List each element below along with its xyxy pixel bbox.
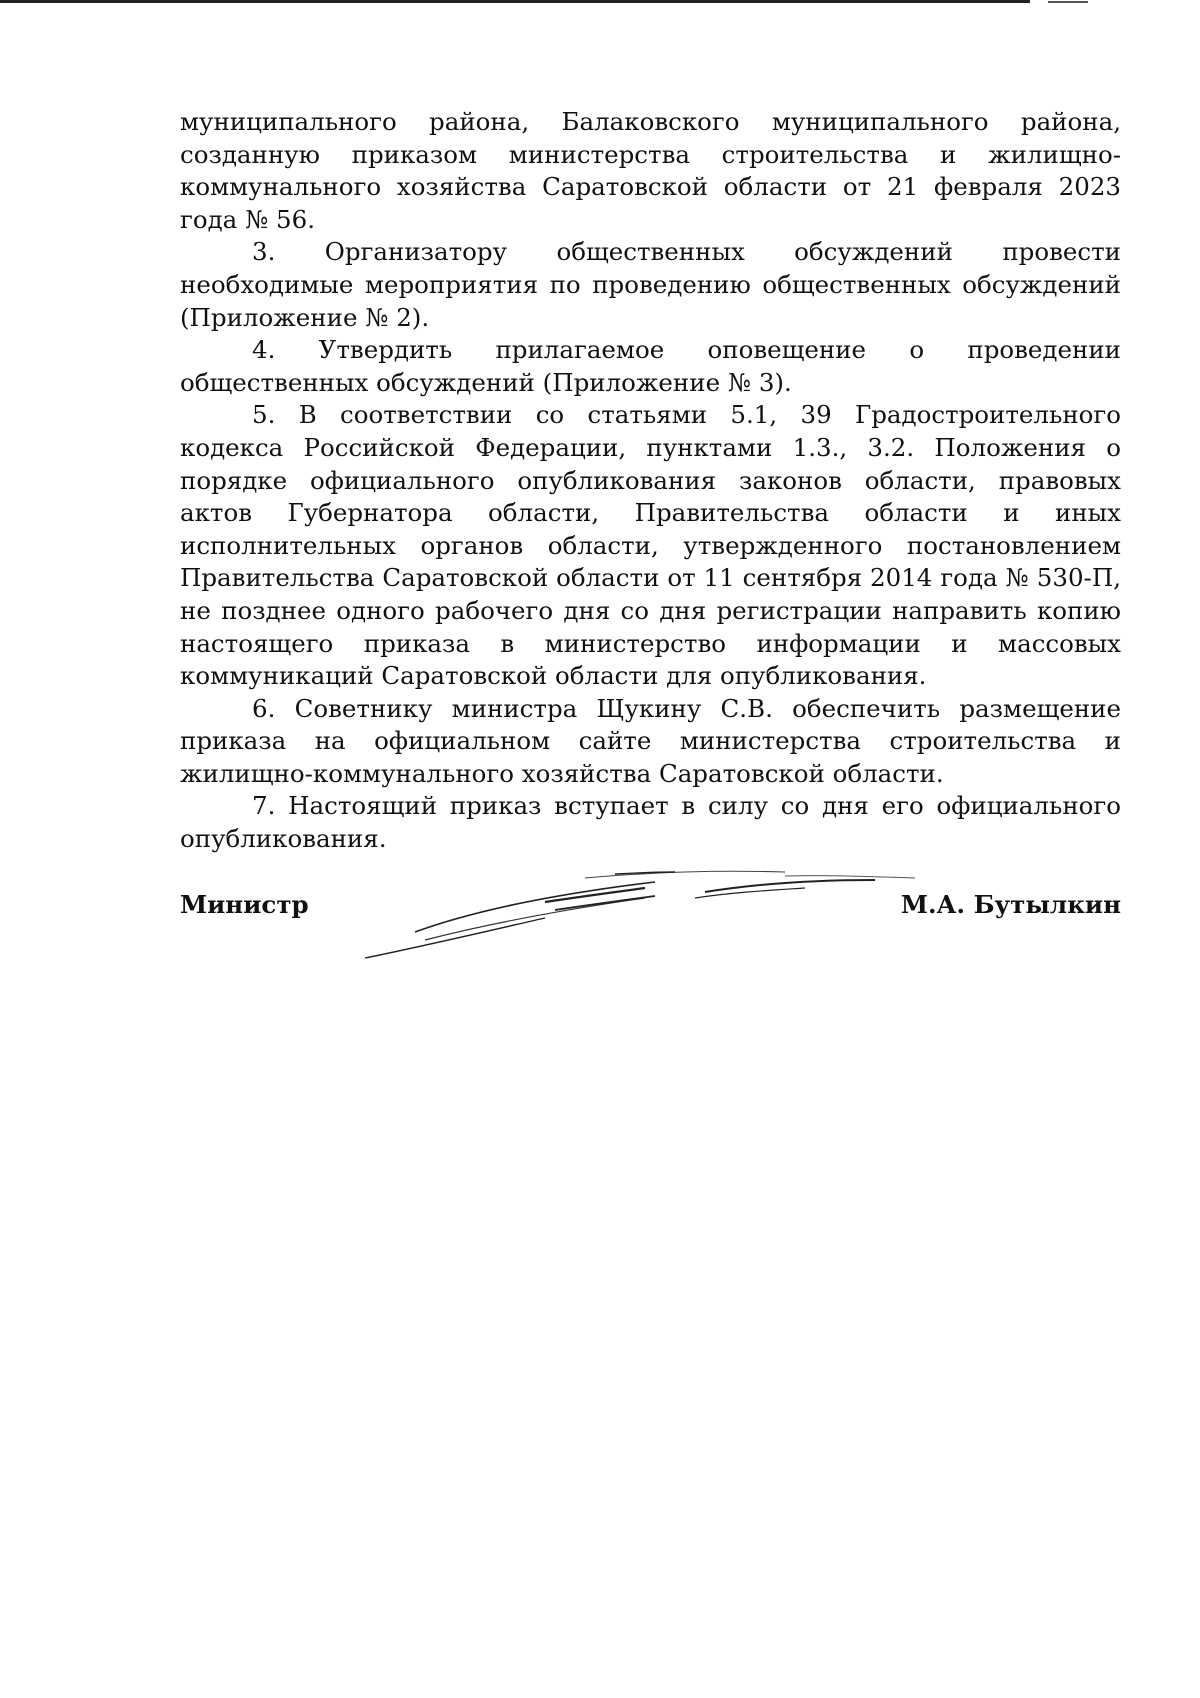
top-border-fragment [1048, 1, 1088, 3]
paragraph-item-7: 7. Настоящий приказ вступает в силу со дня его официального опубликования. [180, 791, 1121, 854]
paragraph-item-4: 4. Утвердить прилагаемое оповещение о проведении общественных обсуждений (Приложение № 3). [180, 335, 1121, 397]
signatory-title: Министр [180, 890, 309, 919]
handwritten-signature-icon [355, 862, 925, 972]
paragraph-continuation: муниципального района, Балаковского муниципального района, созданную приказом министерства строительства и жилищно-коммунального хозяйства Саратовской области от 21 февраля 2023 года № 56. [180, 107, 1121, 234]
paragraph-item-5: 5. В соответствии со статьями 5.1, 39 Градостроительного кодекса Российской Федерации, пунктами 1.3., 3.2. Положения о порядке официального опубликования законов области, правовых актов Губернатора области, Правительства области и иных исполнительных органов области, утвержденного постановлением Правительства Саратовской области от 11 сентября 2014 года № 530-П, не позднее одного рабочего дня со дня регистрации направить копию настоящего приказа в министерство информации и массовых коммуникаций Саратовской области для опубликования. [180, 400, 1121, 691]
document-body [180, 106, 1121, 856]
signatory-name: М.А. Бутылкин [900, 890, 1121, 919]
top-border-line [0, 0, 1030, 3]
paragraph-item-3: 3. Организатору общественных обсуждений провести необходимые мероприятия по проведению общественных обсуждений (Приложение № 2). [180, 237, 1121, 332]
paragraph-item-6: 6. Советнику министра Щукину С.В. обеспечить размещение приказа на официальном сайте министерства строительства и жилищно-коммунального хозяйства Саратовской области. [180, 693, 1121, 788]
